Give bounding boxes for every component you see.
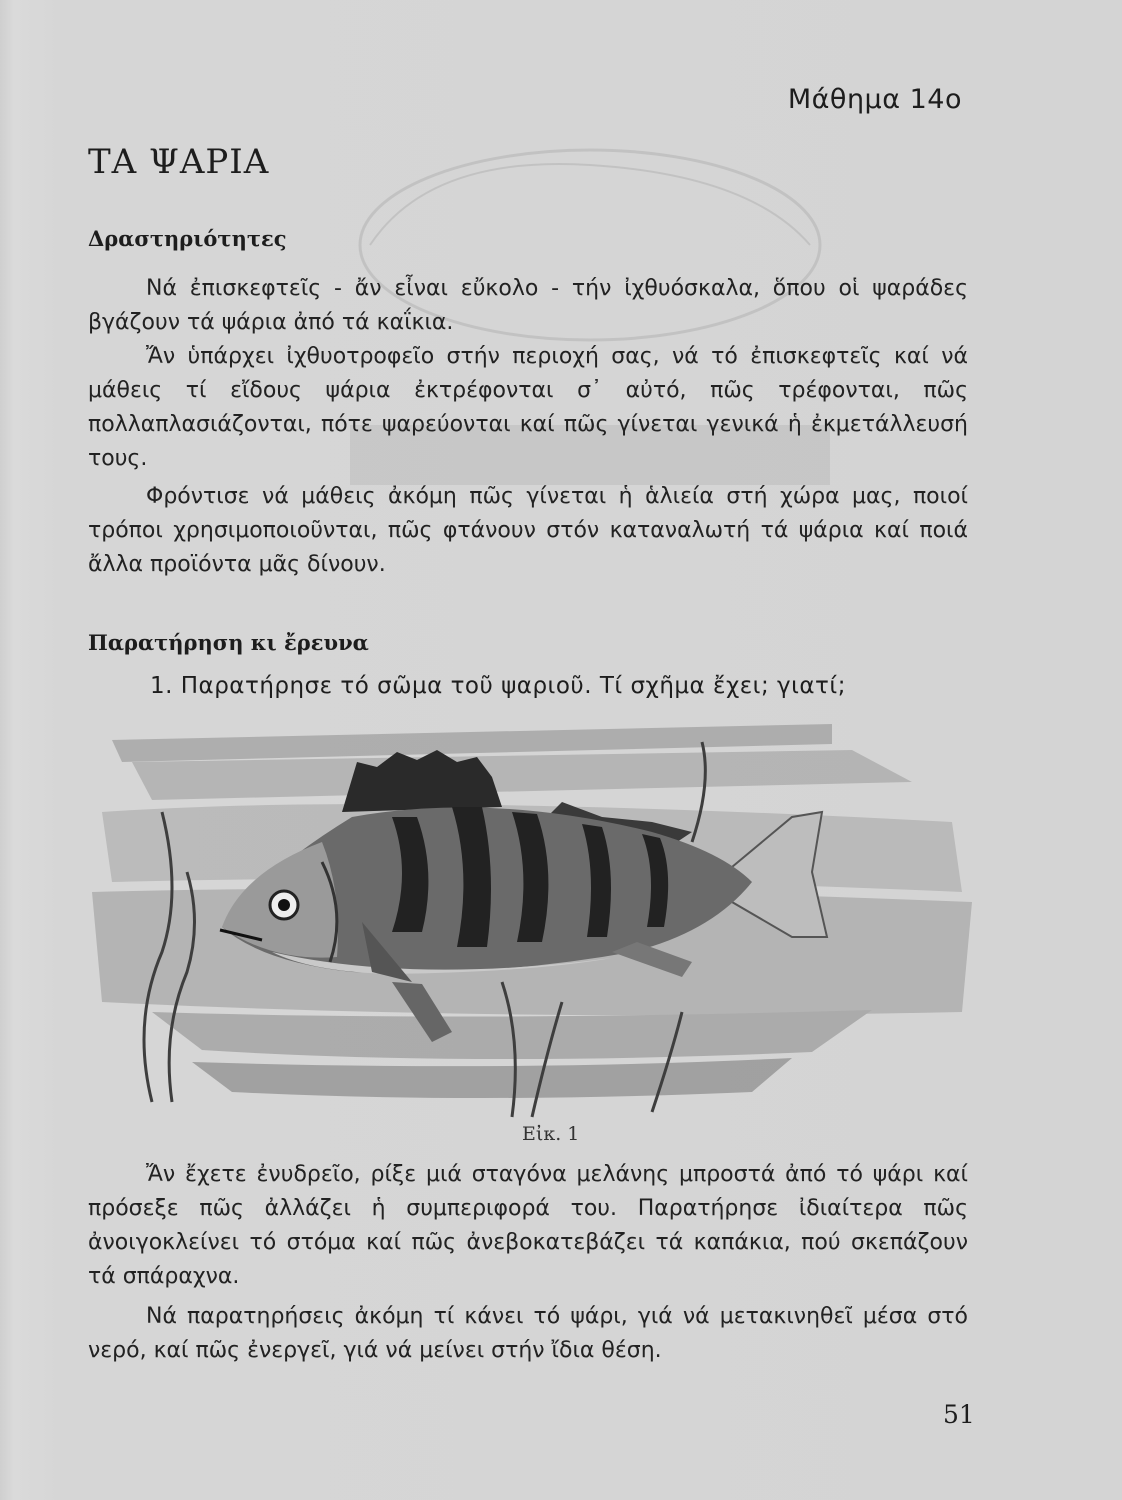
- figure-caption: Εἰκ. 1: [522, 1123, 580, 1145]
- paragraph: Φρόντισε νά μάθεις ἀκόμη πῶς γίνεται ἡ ἁλιεία στή χώρα μας, ποιοί τρόποι χρησιμοποιοῦνται, πῶς φτάνουν στόν καταναλωτή τά ψάρια καί ποιά ἄλλα προϊόντα μᾶς δίνουν.: [88, 484, 968, 577]
- section-heading-observation: Παρατήρηση κι ἔρευνα: [88, 630, 369, 655]
- page-title: ΤΑ ΨΑΡΙΑ: [88, 142, 270, 182]
- paragraph: Νά παρατηρήσεις ἀκόμη τί κάνει τό ψάρι, γιά νά μετακινηθεῖ μέσα στό νερό, καί πῶς ἐνεργεῖ, γιά νά μείνει στήν ἴδια θέση.: [88, 1304, 968, 1363]
- page-number: 51: [943, 1400, 975, 1429]
- fish-illustration: [92, 722, 972, 1122]
- observation-text: [88, 1158, 968, 1368]
- lesson-number: Μάθημα 14ο: [787, 84, 962, 115]
- question-item-1: 1. Παρατήρησε τό σῶμα τοῦ ψαριοῦ. Τί σχῆμα ἔχει; γιατί;: [150, 673, 846, 699]
- paragraph: Ἄν ἔχετε ἐνυδρεῖο, ρίξε μιά σταγόνα μελάνης μπροστά ἀπό τό ψάρι καί πρόσεξε πῶς ἀλλάζει ἡ συμπεριφορά του. Παρατήρησε ἰδιαίτερα πῶς ἀνοιγοκλείνει τό στόμα καί πῶς ἀνεβοκατεβάζει τά καπάκια, πού σκεπάζουν τά σπάραχνα.: [88, 1162, 968, 1289]
- paragraph: Ἄν ὑπάρχει ἰχθυοτροφεῖο στήν περιοχή σας, νά τό ἐπισκεφτεῖς καί νά μάθεις τί εἴδους ψάρια ἐκτρέφονται σ᾽ αὐτό, πῶς τρέφονται, πῶς πολλαπλασιάζονται, πότε ψαρεύονται καί πῶς γίνεται γενικά ἡ ἐκμετάλλευσή τους.: [88, 344, 968, 471]
- activities-text: [88, 272, 968, 582]
- paragraph: Νά ἐπισκεφτεῖς - ἄν εἶναι εὔκολο - τήν ἰχθυόσκαλα, ὅπου οἱ ψαράδες βγάζουν τά ψάρια ἀπό τά καΐκια.: [88, 276, 968, 335]
- section-heading-activities: Δραστηριότητες: [88, 226, 287, 251]
